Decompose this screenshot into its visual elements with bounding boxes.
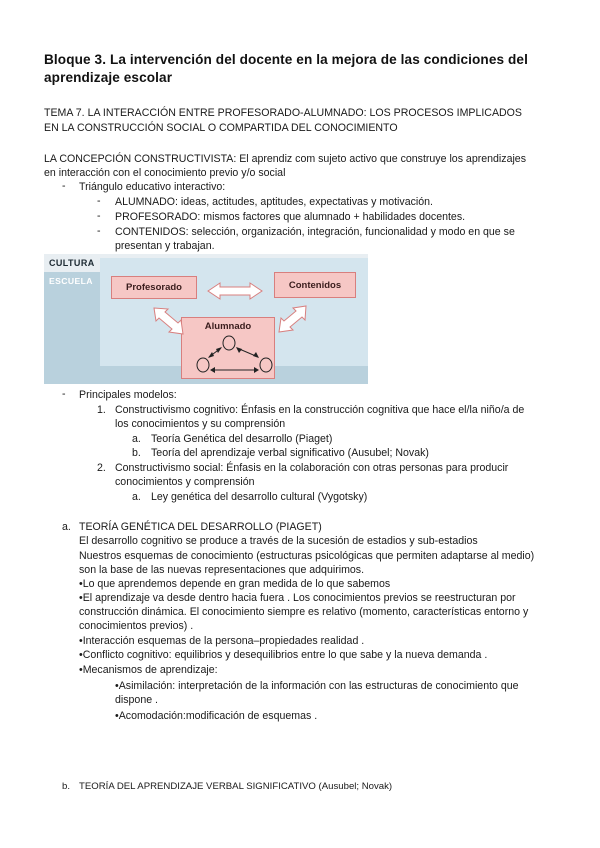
diagonal-arrow-right-icon [279,306,306,332]
modelo-1-line-2: los conocimientos y su comprensión [115,418,286,430]
seccion-a-line: •Lo que aprendemos depende en gran medida de lo que sabemos [79,578,391,590]
modelo-1b: Teoría del aprendizaje verbal significativo (Ausubel; Novak) [151,447,429,459]
triangle-diagram [44,254,368,384]
triangulo-item-contenidos: CONTENIDOS: selección, organización, integración, funcionalidad y modo en que se [115,226,515,238]
seccion-b-letter: b. [62,781,71,792]
seccion-a-line: construcción dinámica. El conocimiento siempre es relativo (momento, características entorno y [79,606,529,618]
inner-triangle-icon [197,336,272,372]
triangulo-item-profesorado: PROFESORADO: mismos factores que alumnado + habilidades docentes. [115,211,466,223]
seccion-a-title: TEORÍA GENÉTICA DEL DESARROLLO (PIAGET) [79,521,322,533]
cultura-label: CULTURA [49,258,95,268]
page-title-line-1: Bloque 3. La intervención del docente en la mejora de las condiciones del [44,52,528,67]
tema-line-1: TEMA 7. LA INTERACCIÓN ENTRE PROFESORADO-ALUMNADO: LOS PROCESOS IMPLICADOS [44,107,522,119]
modelo-2-number: 2. [97,462,106,474]
seccion-a-line: conocimientos previos) . [79,620,194,632]
modelo-1b-letter: b. [132,447,141,459]
alumnado-box: Alumnado [181,317,275,379]
page-title-line-2: aprendizaje escolar [44,70,173,85]
list-dash: - [62,388,66,400]
seccion-a-line: son la base de las nuevas representaciones que adquirimos. [79,564,365,576]
triangulo-title: Triángulo educativo interactivo: [79,181,226,193]
modelo-2-line-1: Constructivismo social: Énfasis en la colaboración con otras personas para producir [115,462,509,474]
list-dash: - [97,225,101,237]
modelo-1-number: 1. [97,404,106,416]
seccion-a-line: •El aprendizaje va desde dentro hacia fuera . Los conocimientos previos se reestructuran por [79,592,516,604]
diagonal-arrow-left-icon [154,308,183,334]
diagram-arrows [44,254,368,384]
profesorado-box: Profesorado [111,276,197,299]
seccion-a-letter: a. [62,521,71,533]
seccion-a-subline: •Acomodación:modificación de esquemas . [115,710,318,722]
concepcion-line-1: LA CONCEPCIÓN CONSTRUCTIVISTA: El aprendiz com sujeto activo que construye los aprendizajes [44,153,526,165]
modelo-1a: Teoría Genética del desarrollo (Piaget) [151,433,333,445]
seccion-a-line: Nuestros esquemas de conocimiento (estructuras psicológicas que permiten adaptarse al medio) [79,550,535,562]
seccion-a-subline: •Asimilación: interpretación de la información con las estructuras de conocimiento que [115,680,519,692]
escuela-label: ESCUELA [49,276,93,286]
contenidos-box: Contenidos [274,272,356,298]
modelo-1a-letter: a. [132,433,141,445]
modelo-1-line-1: Constructivismo cognitivo: Énfasis en la construcción cognitiva que hace el/la niño/a de [115,404,525,416]
seccion-b-title: TEORÍA DEL APRENDIZAJE VERBAL SIGNIFICATIVO (Ausubel; Novak) [79,781,393,792]
modelo-2a-letter: a. [132,491,141,503]
concepcion-line-2: en interacción con el conocimiento previo y/o social [44,167,286,179]
seccion-a-line: El desarrollo cognitivo se produce a través de la sucesión de estadios y sub-estadios [79,535,478,547]
triangulo-item-alumnado: ALUMNADO: ideas, actitudes, aptitudes, expectativas y motivación. [115,196,433,208]
double-arrow-icon [208,283,262,299]
seccion-a-line: •Interacción esquemas de la persona–propiedades realidad . [79,635,365,647]
seccion-a-line: •Conflicto cognitivo: equilibrios y desequilibrios entre lo que sabe y la nueva demanda . [79,649,488,661]
triangulo-item-contenidos-cont: presentan y trabajan. [115,240,215,252]
modelo-2-line-2: conocimientos y comprensión [115,476,255,488]
modelos-title: Principales modelos: [79,389,177,401]
tema-line-2: EN LA CONSTRUCCIÓN SOCIAL O COMPARTIDA DEL CONOCIMIENTO [44,122,398,134]
list-dash: - [97,210,101,222]
list-dash: - [97,195,101,207]
list-dash: - [62,180,66,192]
seccion-a-subline: dispone . [115,694,158,706]
modelo-2a: Ley genética del desarrollo cultural (Vygotsky) [151,491,368,503]
seccion-a-line: •Mecanismos de aprendizaje: [79,664,218,676]
